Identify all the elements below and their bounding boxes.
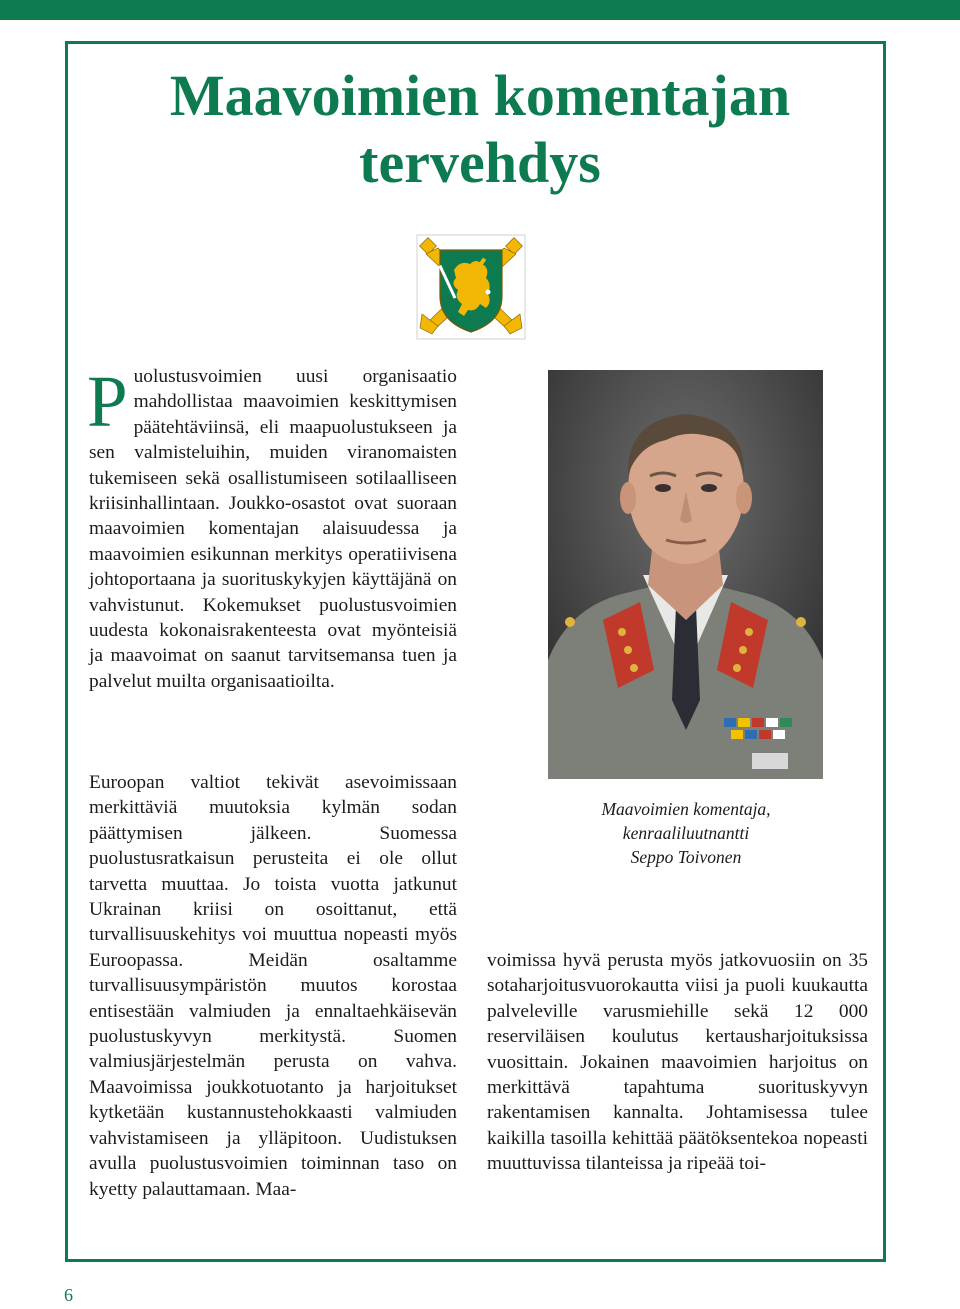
page-title <box>100 62 860 196</box>
caption-line-2: kenraaliluutnantti <box>622 823 750 843</box>
title-line-2: tervehdys <box>359 130 601 195</box>
intro-paragraph <box>87 361 457 694</box>
top-green-band <box>0 0 960 20</box>
intro-text: uolustusvoimien uusi organisaatio mahdollistaa maavoimien keskittymisen päätehtäviinsä, eli maapuolustukseen ja sen valmisteluihin, muiden viranomaisten tukemiseen sekä osallistumiseen sotilaalliseen kriisinhallintaan. Joukko-osastot ovat suoraan maavoimien komentajan alaisuudessa ja maavoimien esikunnan merkitys operatiivisena johtoportaana ja suorituskykyjen käyttäjänä on vahvistunut. Kokemukset puolustusvoimien uudesta kokonaisrakenteesta ovat myönteisiä ja maavoimat on saanut tarvitsemansa tuen ja palvelut muilta organisaatioilta. <box>89 366 457 692</box>
paragraph-3 <box>487 948 868 1177</box>
page-number: 6 <box>64 1285 73 1305</box>
portrait-photo <box>548 370 823 779</box>
paragraph-3-text: voimissa hyvä perusta myös jatkovuosiin on 35 sotaharjoitusvuorokautta viisi ja puoli kuukautta palveleville varusmiehille sekä 12 000 reserviläisen koulutus kertausharjoituksissa vuosittain. Jokainen maavoimien harjoitus on merkittävä tapahtuma suorituskyvyn rakentamisen kannalta. Johtamisessa tulee kaikilla tasoilla kehittää päätöksentekoa nopeasti muuttuvissa tilanteissa ja ripeää toi- <box>487 950 868 1175</box>
paragraph-2-text: Euroopan valtiot tekivät asevoimissaan merkittäviä muutoksia kylmän sodan päättymisen jälkeen. Suomessa puolustusratkaisun perusteita ei ole ollut tarvetta muuttaa. Jo toista vuotta jatkunut Ukrainan kriisi on osoittanut, että turvallisuuskehitys voi muuttua nopeasti myös Euroopassa. Meidän osaltamme turvallisuusympäristön muutos korostaa entisestään valmiuden ja ennaltaehkäisevän puolustuskyvyn merkitystä. Suomen valmiusjärjestelmän perusta on vahva. Maavoimissa joukkotuotanto ja harjoitukset kytketään kustannustehokkaasti valmiuden vahvistamiseen ja ylläpitoon. Uudistuksen avulla puolustusvoimien toiminnan taso on kyetty palauttamaan. Maa- <box>89 772 457 1200</box>
maavoimat-lion-emblem-icon <box>416 234 526 340</box>
photo-caption <box>560 797 812 869</box>
title-line-1: Maavoimien komentajan <box>169 63 791 128</box>
drop-cap: P <box>87 361 128 442</box>
caption-line-1: Maavoimien komentaja, <box>601 799 771 819</box>
caption-line-3: Seppo Toivonen <box>630 847 742 867</box>
paragraph-2 <box>89 770 457 1202</box>
